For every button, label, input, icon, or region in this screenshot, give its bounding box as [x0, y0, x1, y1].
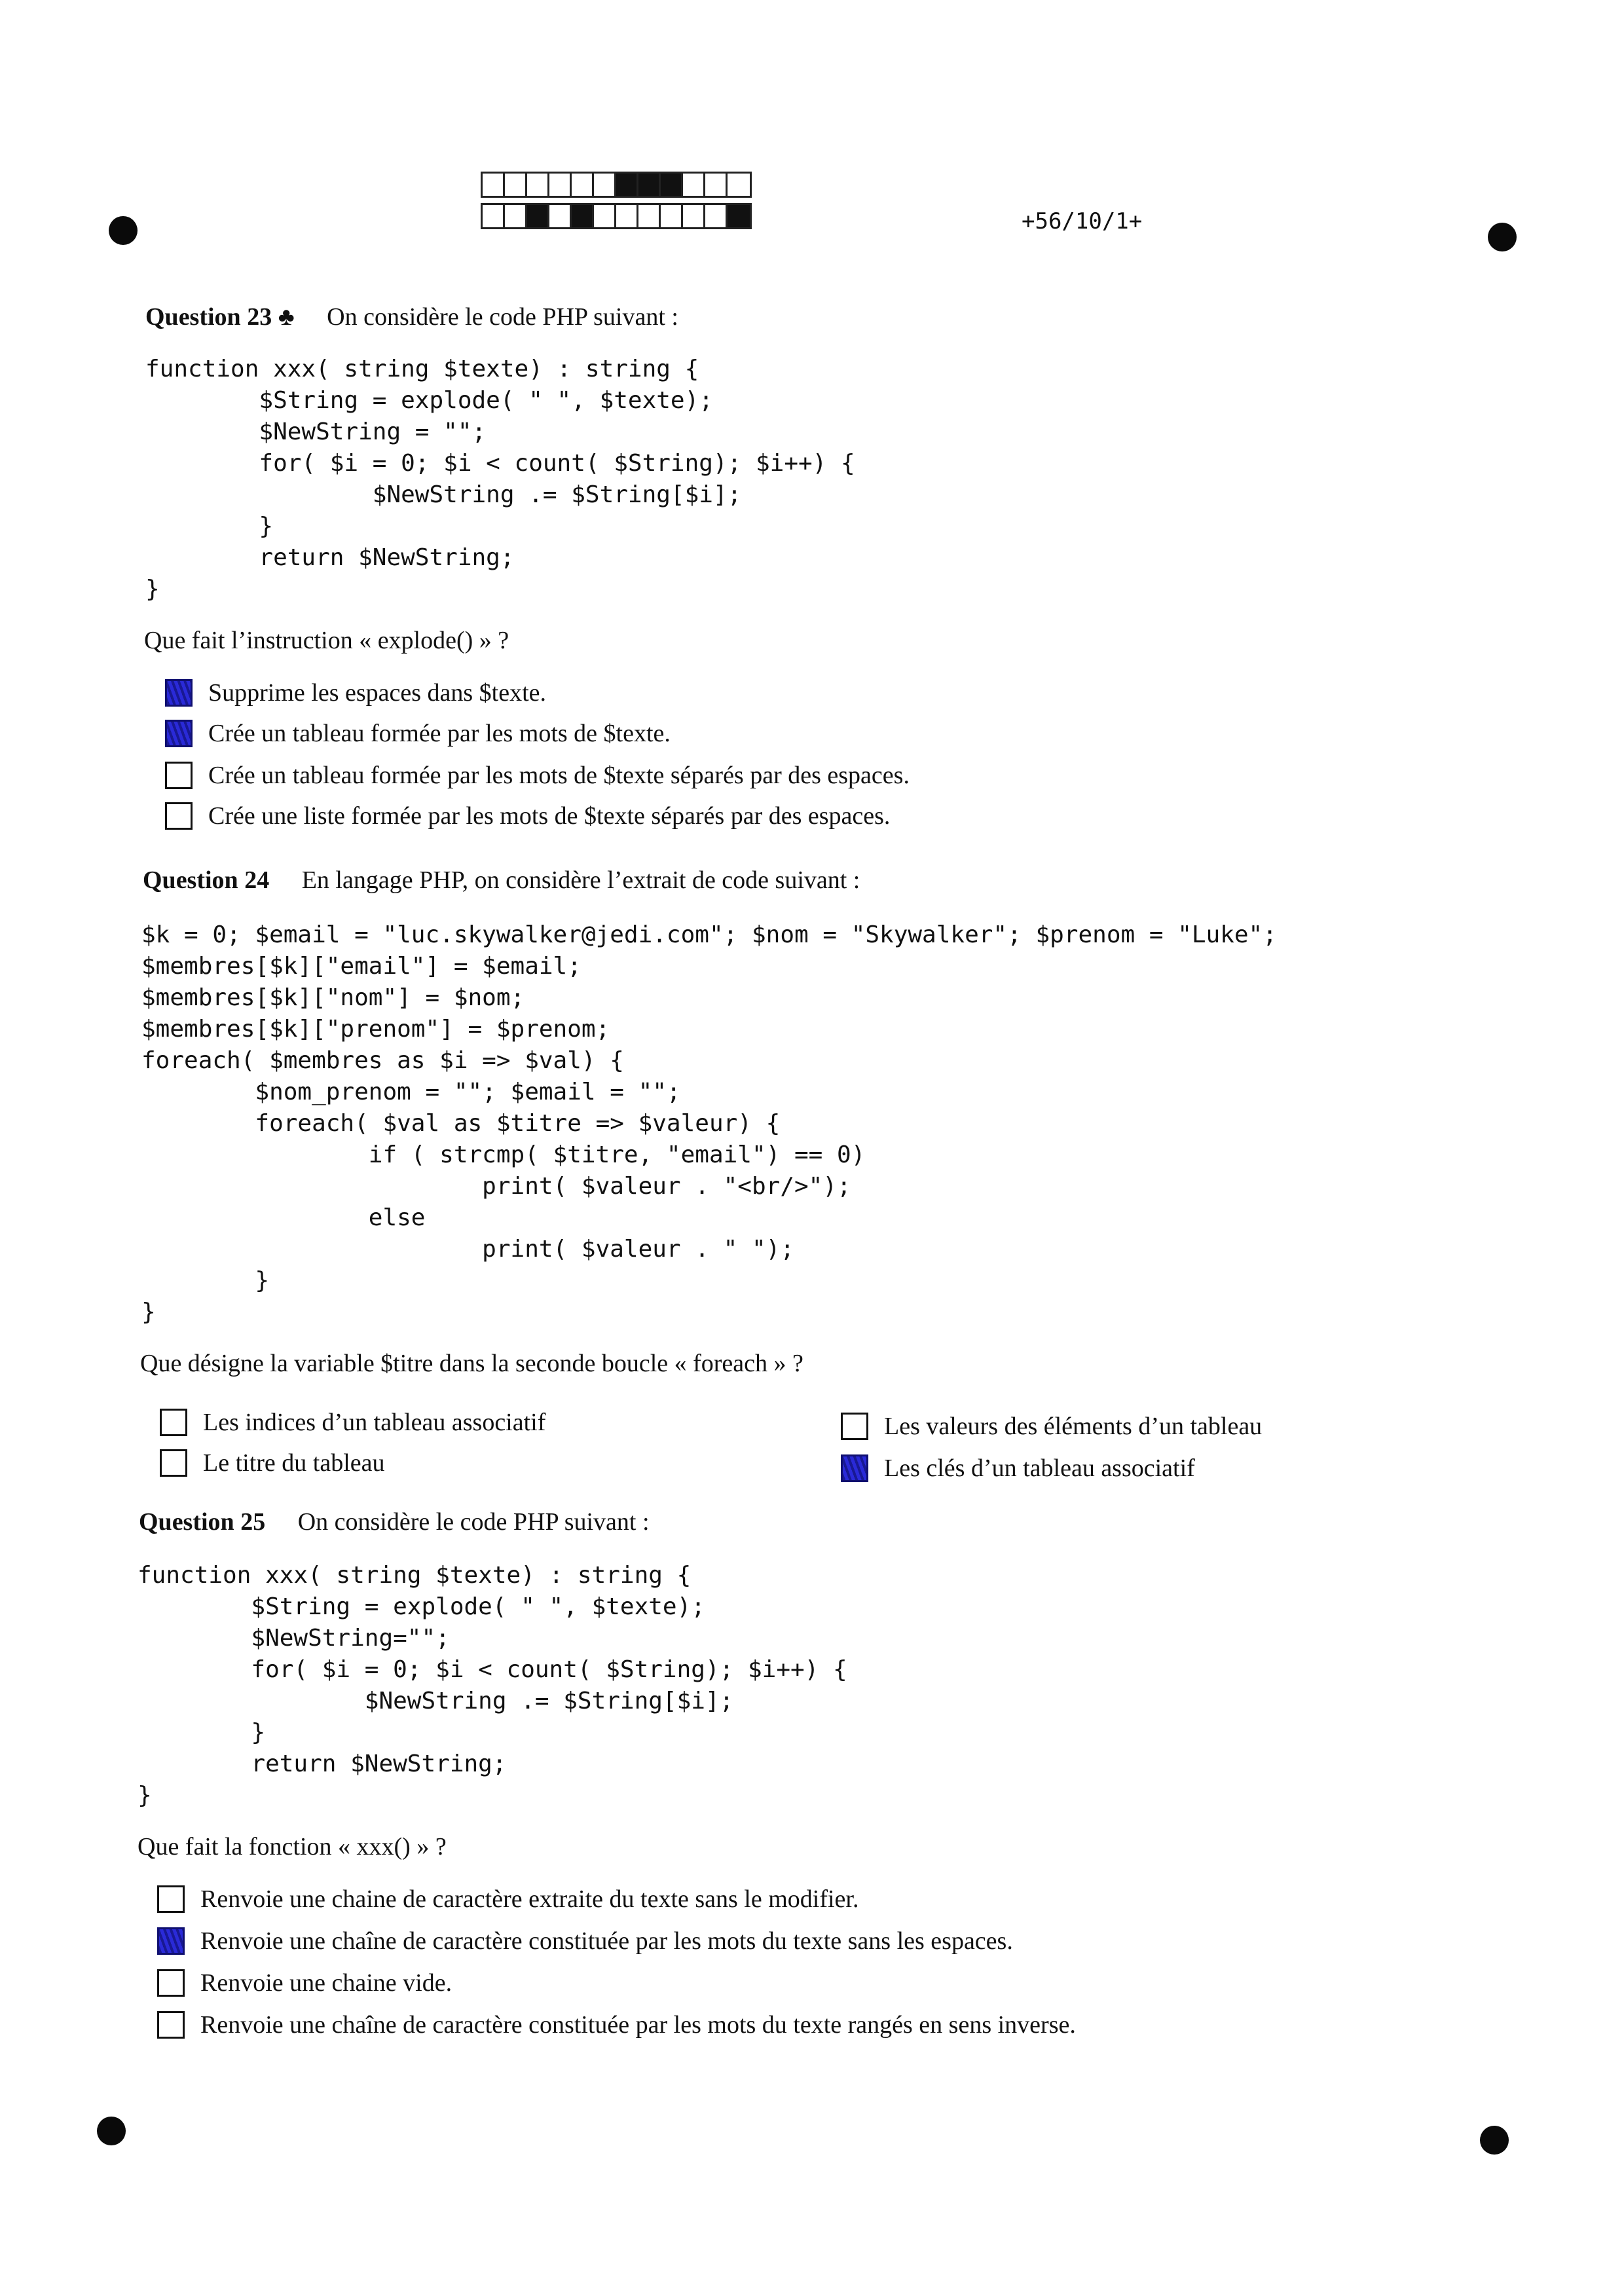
question-23-header	[145, 303, 678, 331]
barcode-cell	[572, 174, 594, 196]
barcode-cell	[549, 205, 572, 227]
answer-label: Renvoie une chaîne de caractère constituée par les mots du texte sans les espaces.	[200, 1927, 1013, 1955]
barcode-cell	[527, 174, 549, 196]
barcode-cell	[594, 174, 616, 196]
barcode-cell	[505, 205, 527, 227]
question-prompt-q23: Que fait l’instruction « explode() » ?	[144, 627, 509, 654]
question-intro: En langage PHP, on considère l’extrait de code suivant :	[301, 866, 860, 894]
barcode-cell	[594, 205, 616, 227]
answer-label: Renvoie une chaine de caractère extraite du texte sans le modifier.	[200, 1885, 859, 1913]
checkbox[interactable]	[165, 720, 193, 747]
answer-option[interactable]	[157, 2010, 1076, 2039]
question-title: Question 23 ♣	[145, 303, 295, 331]
barcode-cell	[683, 174, 705, 196]
question-25-header	[139, 1508, 650, 1536]
checkbox[interactable]	[157, 2011, 185, 2039]
answer-option[interactable]	[160, 1408, 545, 1437]
barcode-row-2	[481, 203, 752, 229]
checkbox[interactable]	[157, 1969, 185, 1997]
code-block-q25: function xxx( string $texte) : string { $String = explode( " ", $texte); $NewString=""; for( $i = 0; $i < count( $String); $i++) { $NewString .= $String[$i]; } return $NewString; }	[138, 1562, 847, 1809]
answer-option[interactable]	[165, 678, 546, 707]
barcode-cell	[572, 205, 594, 227]
checkbox[interactable]	[160, 1449, 187, 1477]
barcode-cell	[705, 205, 728, 227]
page-id: +56/10/1+	[1022, 208, 1143, 234]
checkbox[interactable]	[160, 1409, 187, 1436]
barcode-cell	[638, 174, 661, 196]
barcode-cell	[483, 174, 505, 196]
answer-label: Crée un tableau formée par les mots de $texte séparés par des espaces.	[208, 762, 910, 789]
answer-label: Renvoie une chaine vide.	[200, 1969, 452, 1997]
barcode-cell	[638, 205, 661, 227]
answer-option[interactable]	[841, 1454, 1195, 1483]
registration-mark-top-right	[1488, 223, 1517, 251]
answer-label: Crée une liste formée par les mots de $texte séparés par des espaces.	[208, 802, 891, 830]
barcode-cell	[661, 174, 683, 196]
answer-option[interactable]	[157, 1969, 452, 1997]
barcode-cell	[728, 205, 750, 227]
barcode-row-1	[481, 172, 752, 198]
barcode-cell	[616, 174, 638, 196]
registration-mark-top-left	[109, 216, 138, 245]
checkbox[interactable]	[157, 1885, 185, 1913]
answer-option[interactable]	[841, 1412, 1262, 1441]
checkbox[interactable]	[841, 1454, 868, 1482]
registration-mark-bottom-left	[97, 2117, 126, 2145]
answer-option[interactable]	[165, 802, 890, 830]
answer-label: Le titre du tableau	[203, 1449, 385, 1477]
question-title: Question 24	[143, 866, 270, 894]
question-24-header	[143, 866, 860, 895]
answer-label: Renvoie une chaîne de caractère constituée par les mots du texte rangés en sens inverse.	[200, 2011, 1076, 2039]
club-icon: ♣	[278, 303, 295, 331]
question-prompt-q25: Que fait la fonction « xxx() » ?	[138, 1833, 447, 1861]
barcode-cell	[549, 174, 572, 196]
barcode-cell	[616, 205, 638, 227]
checkbox[interactable]	[157, 1927, 185, 1955]
barcode-cell	[728, 174, 750, 196]
checkbox[interactable]	[165, 679, 193, 707]
checkbox[interactable]	[841, 1413, 868, 1440]
answer-label: Supprime les espaces dans $texte.	[208, 679, 547, 707]
barcode-cell	[483, 205, 505, 227]
answer-option[interactable]	[165, 761, 910, 790]
answer-option[interactable]	[157, 1927, 1013, 1955]
barcode-cell	[661, 205, 683, 227]
code-block-q24: $k = 0; $email = "luc.skywalker@jedi.com"; $nom = "Skywalker"; $prenom = "Luke"; $membres[$k]["email"] = $email; $membres[$k]["nom"] = $nom; $membres[$k]["prenom"] = $prenom; foreach( $membres as $i => $val) { $nom_prenom = ""; $email = ""; foreach( $val as $titre => $valeur) { if ( strcmp( $titre, "email") == 0) print( $valeur . "<br/>"); else print( $valeur . " "); } }	[141, 921, 1277, 1325]
answer-label: Les valeurs des éléments d’un tableau	[884, 1413, 1263, 1440]
answer-label: Crée un tableau formée par les mots de $texte.	[208, 720, 671, 747]
answer-option[interactable]	[160, 1449, 385, 1477]
answer-label: Les clés d’un tableau associatif	[884, 1454, 1195, 1482]
question-intro: On considère le code PHP suivant :	[327, 303, 678, 331]
question-prompt-q24: Que désigne la variable $titre dans la seconde boucle « foreach » ?	[140, 1350, 803, 1377]
code-block-q23: function xxx( string $texte) : string { $String = explode( " ", $texte); $NewString = ""; for( $i = 0; $i < count( $String); $i++) { $NewString .= $String[$i]; } return $NewString; }	[145, 356, 855, 602]
answer-label: Les indices d’un tableau associatif	[203, 1409, 546, 1436]
question-intro: On considère le code PHP suivant :	[297, 1508, 650, 1536]
checkbox[interactable]	[165, 802, 193, 830]
barcode-cell	[683, 205, 705, 227]
answer-option[interactable]	[157, 1885, 858, 1914]
checkbox[interactable]	[165, 762, 193, 789]
barcode-cell	[705, 174, 728, 196]
registration-mark-bottom-right	[1480, 2126, 1509, 2155]
barcode-cell	[505, 174, 527, 196]
answer-option[interactable]	[165, 719, 671, 748]
barcode-cell	[527, 205, 549, 227]
question-title: Question 25	[139, 1508, 266, 1536]
